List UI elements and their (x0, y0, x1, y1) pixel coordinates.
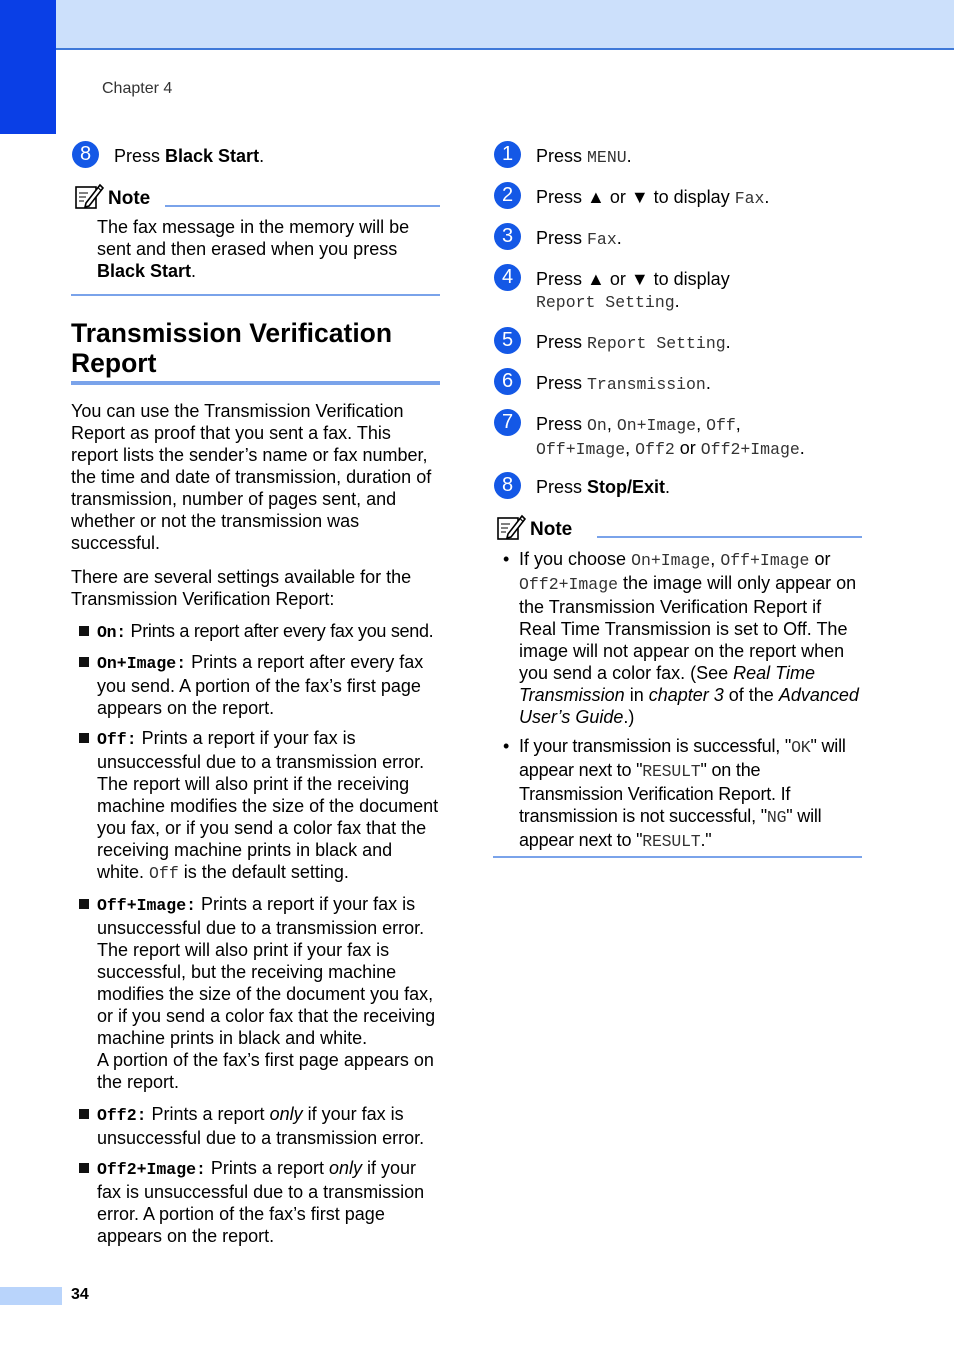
step-number: 2 (494, 182, 521, 209)
option-off-image: Off+Image: Prints a report if your fax is unsuccessful due to a transmission error. The report will also print if your fax is successful, but the receiving machine modifies the size of the document you fax, or if you send a color fax that the receiving machine prints in black and white. A portion of the fax’s first page appears on the report. (79, 893, 441, 1093)
bullet-dot-icon: • (503, 549, 510, 569)
note-bottom-rule (71, 294, 440, 296)
chapter-tab (0, 0, 56, 134)
bullet-square-icon (79, 899, 89, 909)
step-number: 8 (494, 472, 521, 499)
note-header (74, 182, 150, 210)
option-on-image: On+Image: Prints a report after every fax you send. A portion of the fax’s first page appears on the report. (79, 651, 441, 719)
bullet-square-icon (79, 1109, 89, 1119)
page-number: 34 (71, 1286, 89, 1303)
note-label: Note (530, 519, 573, 540)
option-off: Off: Prints a report if your fax is unsuccessful due to a transmission error. The report will also print if the receiving machine modifies the size of the document you fax, or if you send a color fax that the receiving machine prints in black and white. Off is the default setting. (79, 727, 441, 885)
step-number: 4 (494, 264, 521, 291)
step-2: 2 Press ▲ or ▼ to display Fax. (494, 186, 769, 210)
step-3: 3 Press Fax. (494, 227, 622, 251)
note-top-rule (165, 205, 440, 207)
step-number: 5 (494, 327, 521, 354)
header-band (0, 0, 954, 50)
section-rule (71, 381, 440, 385)
option-off2-image: Off2+Image: Prints a report only if your fax is unsuccessful due to a transmission error. A portion of the fax’s first page appears on the report. (79, 1157, 441, 1247)
black-start-key: Black Start (165, 146, 260, 166)
step-number: 3 (494, 223, 521, 250)
note-body: The fax message in the memory will be sent and then erased when you press Black Start. (97, 217, 410, 281)
step-5: 5 Press Report Setting. (494, 331, 731, 355)
bullet-dot-icon: • (503, 736, 510, 756)
footer-tab (0, 1287, 62, 1305)
note-top-rule (597, 536, 862, 538)
chapter-label: Chapter 4 (102, 80, 173, 97)
note-bullet-1: • If you choose On+Image, Off+Image or Off2+Image the image will only appear on the Transmission Verification Report if Real Time Transmission is set to Off. The image will not appear on the report when you send a color fax. (See Real Time Transmission in chapter 3 of the Advanced User’s Guide.) (503, 549, 859, 727)
intro-paragraph: You can use the Transmission Verification Report as proof that you sent a fax. This report lists the sender’s name or fax number, the time and date of transmission, duration of transmission, number of pages sent, and whether or not the transmission was successful. (71, 401, 432, 553)
section-title: Transmission Verification Report (71, 318, 393, 378)
option-off2: Off2: Prints a report only if your fax is unsuccessful due to a transmission error. (79, 1103, 441, 1149)
step-4: 4 Press ▲ or ▼ to display Report Setting. (494, 268, 730, 314)
note-pencil-icon (496, 513, 526, 541)
step-number: 1 (494, 141, 521, 168)
bullet-square-icon (79, 733, 89, 743)
step-number: 6 (494, 368, 521, 395)
step-number: 8 (72, 141, 99, 168)
step-8-black-start: 8 Press Black Start. (72, 145, 264, 168)
bullet-square-icon (79, 626, 89, 636)
option-on: On: Prints a report after every fax you send. (79, 620, 441, 644)
note-header-2 (496, 513, 572, 541)
step-6: 6 Press Transmission. (494, 372, 711, 396)
step-8-stop-exit: 8 Press Stop/Exit. (494, 476, 670, 499)
settings-intro: There are several settings available for the Transmission Verification Report: (71, 567, 412, 609)
note-bottom-rule (493, 856, 862, 858)
stop-exit-key: Stop/Exit (587, 477, 666, 497)
note-bullet-2: • If your transmission is successful, "OK" will appear next to "RESULT" on the Transmission Verification Report. If transmission is not successful, "NG" will appear next to "RESULT." (503, 736, 846, 851)
step-number: 7 (494, 409, 521, 436)
note-pencil-icon (74, 182, 104, 210)
bullet-square-icon (79, 657, 89, 667)
step-1: 1 Press MENU. (494, 145, 632, 169)
bullet-square-icon (79, 1163, 89, 1173)
step-7: 7 Press On, On+Image, Off, Off+Image, Off2 or Off2+Image. (494, 413, 805, 461)
note-label: Note (108, 188, 151, 209)
